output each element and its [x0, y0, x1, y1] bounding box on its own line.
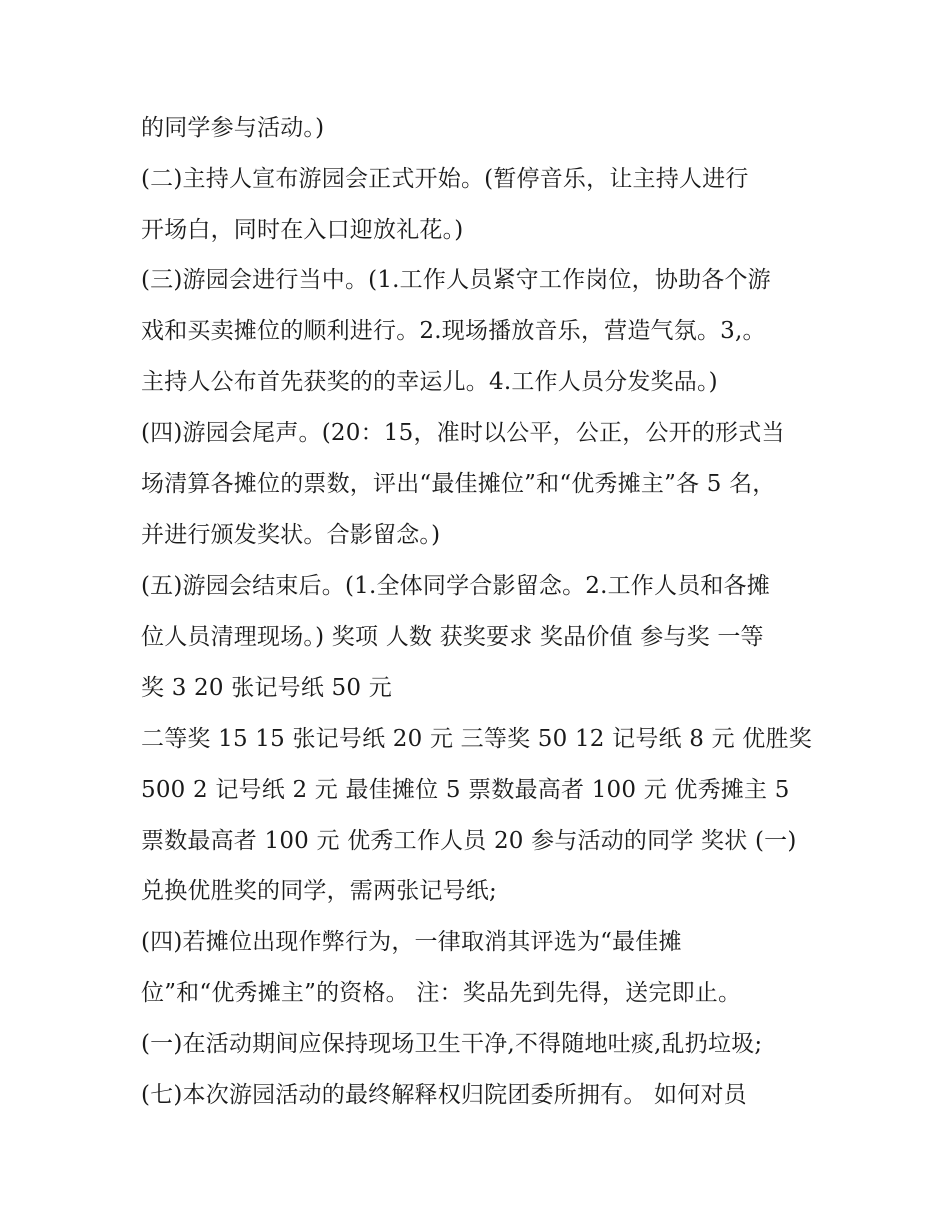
text-line: (四)若摊位出现作弊行为，一律取消其评选为“最佳摊 — [141, 929, 682, 955]
text-line: (五)游园会结束后。(1.全体同学合影留念。2.工作人员和各摊 — [141, 573, 771, 599]
text-line: (七)本次游园活动的最终解释权归院团委所拥有。 如何对员 — [141, 1082, 747, 1108]
text-line: (二)主持人宣布游园会正式开始。(暂停音乐，让主持人进行 — [141, 166, 749, 192]
text-line: 二等奖 15 15 张记号纸 20 元 三等奖 50 12 记号纸 8 元 优胜奖 — [141, 726, 812, 752]
text-line: 票数最高者 100 元 优秀工作人员 20 参与活动的同学 奖状 (一) — [141, 828, 797, 854]
text-line: 500 2 记号纸 2 元 最佳摊位 5 票数最高者 100 元 优秀摊主 5 — [141, 777, 790, 803]
text-line: 开场白，同时在入口迎放礼花。) — [141, 217, 464, 243]
text-line: 场清算各摊位的票数，评出“最佳摊位”和“优秀摊主”各 5 名， — [141, 471, 776, 497]
text-line: 位人员清理现场。) 奖项 人数 获奖要求 奖品价值 参与奖 一等 — [141, 624, 764, 650]
text-line: (三)游园会进行当中。(1.工作人员紧守工作岗位，协助各个游 — [141, 267, 771, 293]
text-line: 的同学参与活动。) — [141, 115, 325, 141]
text-line: 戏和买卖摊位的顺利进行。2.现场播放音乐，营造气氛。3,。 — [141, 318, 766, 344]
text-line: 奖 3 20 张记号纸 50 元 — [141, 675, 392, 701]
text-line: (四)游园会尾声。(20：15，准时以公平，公正，公开的形式当 — [141, 420, 785, 446]
text-line: 主持人公布首先获奖的的幸运儿。4.工作人员分发奖品。) — [141, 369, 718, 395]
text-line: 并进行颁发奖状。合影留念。) — [141, 522, 441, 548]
text-line: 兑换优胜奖的同学，需两张记号纸; — [141, 878, 497, 904]
text-line: 位”和“优秀摊主”的资格。 注：奖品先到先得，送完即止。 — [141, 980, 742, 1006]
text-line: (一)在活动期间应保持现场卫生干净,不得随地吐痰,乱扔垃圾; — [141, 1031, 763, 1057]
